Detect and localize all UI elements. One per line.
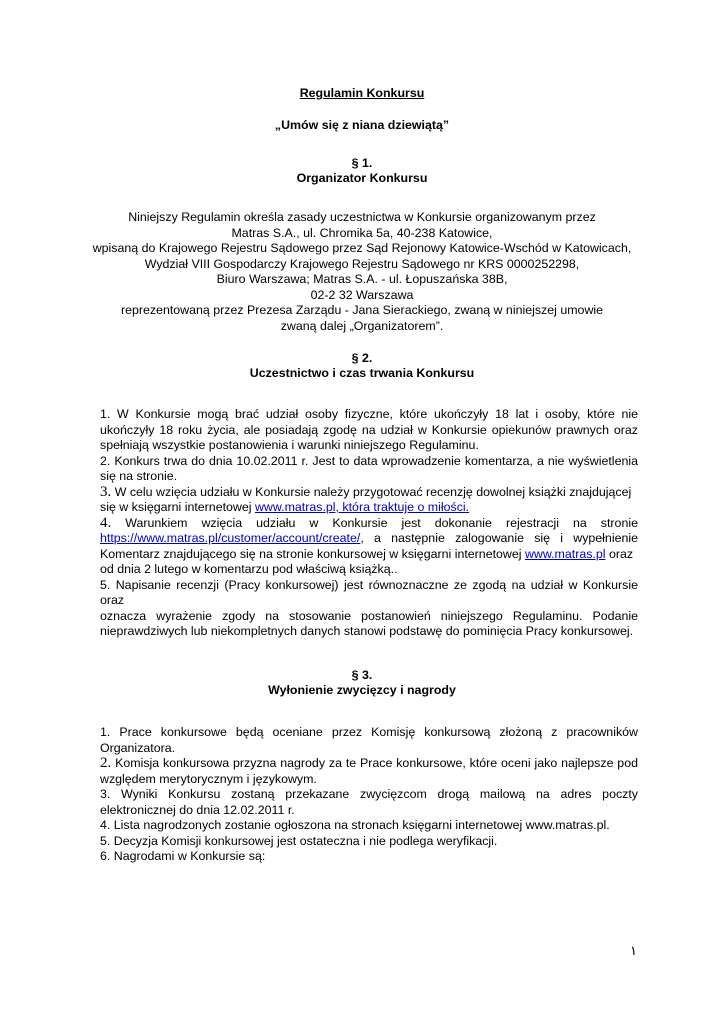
paragraph-line [100, 485, 638, 501]
paragraph-line: się na stronie. [100, 469, 178, 483]
section-2-body [100, 407, 638, 640]
paragraph-line: 3. Wyniki Konkursu zostaną przekazane zwycięzcom drogą mailową na adres poczty [100, 787, 638, 801]
paragraph-line: oznacza wyrażenie zgody na stosowanie postanowień niniejszego Regulaminu. Podanie [100, 608, 638, 623]
section-2-number: § 2. [351, 351, 373, 365]
paragraph-line [100, 516, 638, 532]
paragraph-line [100, 531, 638, 547]
organizer-line: reprezentowaną przez Prezesa Zarządu - Jana Sierackiego, zwaną w niniejszej umowie [120, 303, 604, 317]
paragraph-line: 5. Decyzja Komisji konkursowej jest ostateczna i nie podlega weryfikacji. [100, 833, 498, 848]
page-number: ١ [630, 943, 637, 958]
paragraph-line: Organizatora. [100, 740, 176, 755]
paragraph-line: nieprawdziwych lub niekompletnych danych stanowi podstawę do pominięcia Pracy konkursowej. [100, 624, 634, 638]
organizer-line: Wydział VIII Gospodarczy Krajowego Rejestru Sądowego nr KRS 0000252298, [144, 256, 580, 271]
organizer-line: 02-2 32 Warszawa [310, 287, 414, 302]
item-text: oraz [605, 546, 634, 561]
paragraph-line: ukończyły 18 roku życia, ale posiadają zgodę na udział w Konkursie opiekunów prawnych oraz [100, 422, 638, 437]
paragraph-line: 4. Lista nagrodzonych zostanie ogłoszona na stronach księgarni internetowej www.matras.pl. [100, 818, 610, 832]
item-text: Komentarz znajdującego się na stronie konkursowej w księgarni internetowej [100, 546, 525, 561]
matras-link[interactable]: www.matras.pl, która traktuje o miłości. [254, 500, 470, 514]
paragraph-line: 2. Konkurs trwa do dnia 10.02.2011 r. Jest to data wprowadzenie komentarza, a nie wyświetlenia [100, 453, 638, 468]
item-text: Warunkiem wzięcia udziału w Konkursie jest dokonanie rejestracji na stronie [125, 515, 638, 530]
paragraph-line [100, 756, 638, 772]
registration-link[interactable]: https://www.matras.pl/customer/account/create/ [100, 531, 361, 545]
organizer-description [0, 210, 724, 334]
matras-link[interactable]: www.matras.pl [524, 546, 606, 561]
section-1-heading: Organizator Konkursu [296, 171, 428, 185]
paragraph-line: 1. Prace konkursowe będą oceniane przez Komisję konkursową złożoną z pracowników [100, 725, 638, 739]
contest-subtitle: „Umów się z niana dziewiątą” [274, 118, 450, 132]
paragraph-line: spełniają wszystkie postanowienia i warunki niniejszego Regulaminu. [100, 438, 479, 452]
paragraph-line: względem merytorycznym i językowym. [100, 771, 317, 786]
section-3-heading: Wyłonienie zwycięzcy i nagrody [268, 683, 456, 697]
item-text: W celu wzięcia udziału w Konkursie należy przygotować recenzję dowolnej książki znajdującej [114, 484, 632, 499]
paragraph-line: elektronicznej do dnia 12.02.2011 r. [100, 802, 295, 817]
paragraph-line: 5. Napisanie recenzji (Pracy konkursowej) jest równoznaczne ze zgodą na udział w Konkursie oraz [100, 577, 638, 607]
section-3-number: § 3. [351, 668, 373, 682]
document-title: Regulamin Konkursu [299, 86, 425, 100]
section-2-heading: Uczestnictwo i czas trwania Konkursu [249, 366, 475, 380]
item-text: , a następnie zalogowanie się i wypełnienie [360, 531, 638, 545]
paragraph-line [100, 500, 638, 516]
paragraph-line: 1. W Konkursie mogą brać udział osoby fizyczne, które ukończyły 18 lat i osoby, które nie [100, 407, 638, 421]
item-number: 4. [100, 514, 112, 531]
item-number: 3. [100, 483, 112, 500]
organizer-line: Biuro Warszawa; Matras S.A. - ul. Łopuszańska 38B, [216, 272, 508, 286]
section-1-number: § 1. [351, 156, 373, 170]
paragraph-line: od dnia 2 lutego w komentarzu pod właściwą książką.. [100, 562, 398, 576]
item-text: się w księgarni internetowej [100, 500, 255, 514]
organizer-line: Matras S.A., ul. Chromika 5a, 40-238 Katowice, [231, 225, 493, 240]
organizer-line: Niniejszy Regulamin określa zasady uczestnictwa w Konkursie organizowanym przez [128, 210, 596, 224]
paragraph-line: 6. Nagrodami w Konkursie są: [100, 849, 266, 863]
organizer-line: zwaną dalej „Organizatorem”. [280, 318, 444, 333]
organizer-line: wpisaną do Krajowego Rejestru Sądowego przez Sąd Rejonowy Katowice-Wschód w Katowicach, [92, 241, 632, 255]
paragraph-line [100, 547, 638, 563]
item-text: Komisja konkursowa przyzna nagrody za te Prace konkursowe, które oceni jako najlepsze pod [115, 756, 638, 770]
section-3-body [100, 725, 638, 865]
item-number: 2. [100, 755, 112, 771]
